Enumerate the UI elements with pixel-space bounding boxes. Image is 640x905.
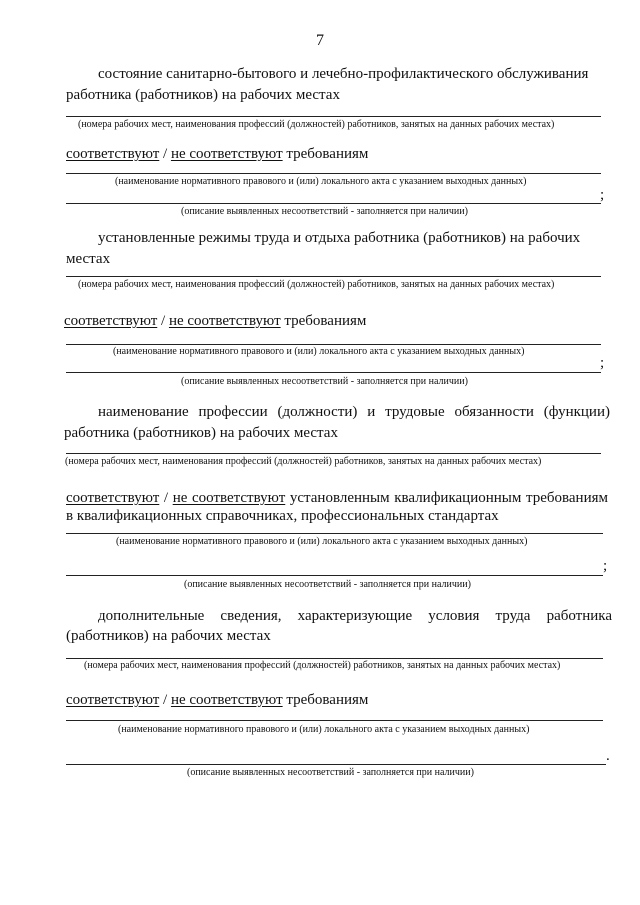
option-noncompliant[interactable]: не соответствуют: [172, 490, 286, 506]
caption-description: (описание выявленных несоответствий - заполняется при наличии): [184, 579, 471, 590]
compliance-tail: требованиям: [282, 146, 369, 162]
compliance-tail: требованиям: [280, 313, 367, 329]
option-compliant[interactable]: соответствуют: [66, 146, 160, 162]
compliance-statement: [66, 690, 368, 711]
section-heading-line1: дополнительные сведения, характеризующие условия труда работника: [98, 608, 612, 624]
section-heading-line1: состояние санитарно-бытового и лечебно-профилактического обслуживания: [98, 66, 589, 82]
caption-act: (наименование нормативного правового и (или) локального акта с указанием выходных данных): [113, 346, 525, 357]
section-heading-line2: (работников) на рабочих местах: [66, 628, 271, 644]
section-heading-line1: установленные режимы труда и отдыха работника (работников) на рабочих: [98, 230, 581, 246]
line-end-mark: ;: [600, 355, 605, 371]
caption-description: (описание выявленных несоответствий - заполняется при наличии): [181, 376, 468, 387]
compliance-statement: [64, 311, 366, 332]
caption-workplaces: (номера рабочих мест, наименования профессий (должностей) работников, занятых на данных рабочих местах): [84, 660, 561, 671]
caption-description: (описание выявленных несоответствий - заполняется при наличии): [187, 767, 474, 778]
act-fill-line[interactable]: [66, 720, 603, 721]
compliance-statement-line2: в квалификационных справочниках, профессиональных стандартах: [66, 508, 499, 524]
section-heading-line2: местах: [66, 251, 111, 267]
option-noncompliant[interactable]: не соответствуют: [170, 692, 283, 708]
section-heading-line2: работника (работников) на рабочих местах: [64, 425, 338, 441]
compliance-statement: [66, 144, 368, 165]
option-separator: /: [159, 146, 171, 162]
option-noncompliant[interactable]: не соответствуют: [170, 146, 283, 162]
section-heading-line1: наименование профессии (должности) и трудовые обязанности (функции): [98, 404, 610, 420]
workplaces-fill-line[interactable]: [66, 276, 601, 277]
caption-act: (наименование нормативного правового и (или) локального акта с указанием выходных данных): [115, 176, 527, 187]
act-fill-line[interactable]: [66, 173, 601, 174]
caption-workplaces: (номера рабочих мест, наименования профессий (должностей) работников, занятых на данных рабочих местах): [78, 119, 555, 130]
description-fill-line[interactable]: [66, 372, 601, 373]
description-fill-line[interactable]: [66, 575, 603, 576]
compliance-tail: требованиям: [282, 692, 369, 708]
workplaces-fill-line[interactable]: [66, 116, 601, 117]
workplaces-fill-line[interactable]: [66, 453, 601, 454]
description-fill-line[interactable]: [66, 764, 606, 765]
option-compliant[interactable]: соответствуют: [64, 313, 158, 329]
act-fill-line[interactable]: [66, 533, 603, 534]
page-number: 7: [316, 32, 324, 49]
workplaces-fill-line[interactable]: [66, 658, 603, 659]
option-separator: /: [157, 313, 169, 329]
option-separator: /: [159, 692, 171, 708]
caption-workplaces: (номера рабочих мест, наименования профессий (должностей) работников, занятых на данных рабочих местах): [78, 279, 555, 290]
line-end-mark: .: [606, 748, 610, 764]
option-compliant[interactable]: соответствуют: [66, 490, 160, 506]
line-end-mark: ;: [603, 558, 608, 574]
caption-description: (описание выявленных несоответствий - заполняется при наличии): [181, 206, 468, 217]
act-fill-line[interactable]: [66, 344, 601, 345]
compliance-tail: установленным квалификационным требованиям: [285, 490, 608, 506]
line-end-mark: ;: [600, 187, 605, 203]
caption-act: (наименование нормативного правового и (или) локального акта с указанием выходных данных): [116, 536, 528, 547]
caption-workplaces: (номера рабочих мест, наименования профессий (должностей) работников, занятых на данных рабочих местах): [65, 456, 542, 467]
option-noncompliant[interactable]: не соответствуют: [168, 313, 281, 329]
option-separator: /: [159, 490, 173, 506]
description-fill-line[interactable]: [66, 203, 601, 204]
section-heading-line2: работника (работников) на рабочих местах: [66, 87, 340, 103]
option-compliant[interactable]: соответствуют: [66, 692, 160, 708]
caption-act: (наименование нормативного правового и (или) локального акта с указанием выходных данных): [118, 724, 530, 735]
